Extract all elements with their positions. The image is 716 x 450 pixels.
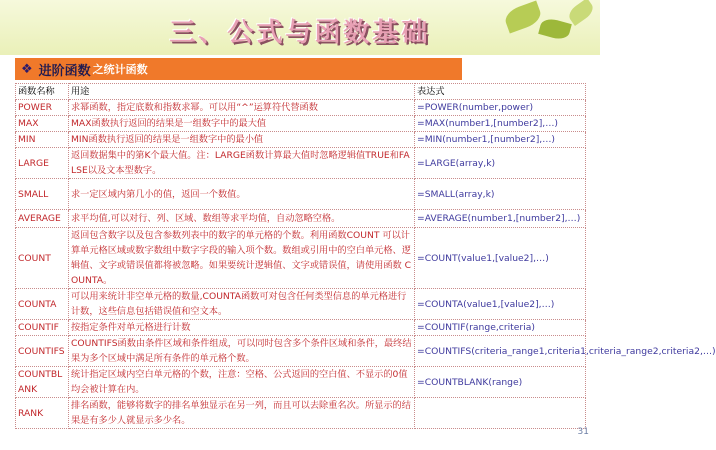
function-use: 求幂函数，指定底数和指数求幂。可以用“^”运算符代替函数 — [69, 100, 415, 116]
table-row — [16, 179, 586, 210]
function-name: COUNTA — [16, 289, 69, 320]
function-name: LARGE — [16, 148, 69, 179]
function-name: MAX — [16, 116, 69, 132]
function-expression: =LARGE(array,k) — [415, 148, 586, 179]
table-row — [16, 210, 586, 228]
function-use: 返回数据集中的第K个最大值。注：LARGE函数计算最大值时忽略逻辑值TRUE和FALSE以及文本型数字。 — [69, 148, 415, 179]
function-use: MAX函数执行返回的结果是一组数字中的最大值 — [69, 116, 415, 132]
function-name: POWER — [16, 100, 69, 116]
section-header — [15, 58, 462, 80]
header-name: 函数名称 — [16, 84, 69, 100]
diamond-bullet-icon: ❖ — [21, 61, 33, 77]
function-use: 排名函数，能够将数字的排名单独显示在另一列，而且可以去除重名次。所显示的结果是有多少人就显示多少名。 — [69, 398, 415, 429]
table-row — [16, 132, 586, 148]
table-row — [16, 228, 586, 289]
header-use: 用途 — [69, 84, 415, 100]
section-title: 进阶函数 — [38, 63, 91, 79]
function-expression: =SMALL(array,k) — [415, 179, 586, 210]
table-header-row — [16, 84, 586, 100]
table-row — [16, 100, 586, 116]
function-use: MIN函数执行返回的结果是一组数字中的最小值 — [69, 132, 415, 148]
function-expression: =COUNTIF(range,criteria) — [415, 320, 586, 336]
function-name: COUNTBLANK — [16, 367, 69, 398]
table-row — [16, 289, 586, 320]
function-expression: =COUNT(value1,[value2],…) — [415, 228, 586, 289]
function-name: AVERAGE — [16, 210, 69, 228]
function-name: SMALL — [16, 179, 69, 210]
function-use: 统计指定区域内空白单元格的个数，注意：空格、公式返回的空白值、不显示的0值均会被计算在内。 — [69, 367, 415, 398]
function-name: COUNT — [16, 228, 69, 289]
function-use: 返回包含数字以及包含参数列表中的数字的单元格的个数。利用函数COUNT 可以计算单元格区域或数字数组中数字字段的输入项个数。数组或引用中的空白单元格、逻辑值、文字或错误值都将被忽略。如果要统计逻辑值、文字或错误值，请使用函数 COUNTA。 — [69, 228, 415, 289]
section-subtitle: 之统计函数 — [92, 63, 148, 76]
function-use: COUNTIFS函数由条件区域和条件组成，可以同时包含多个条件区域和条件，最终结果为多个区域中满足所有条件的单元格个数。 — [69, 336, 415, 367]
function-name: COUNTIF — [16, 320, 69, 336]
function-expression: =AVERAGE(number1,[number2],…) — [415, 210, 586, 228]
header-expression: 表达式 — [415, 84, 586, 100]
table-row — [16, 367, 586, 398]
table-row — [16, 116, 586, 132]
table-row — [16, 148, 586, 179]
function-expression: =POWER(number,power) — [415, 100, 586, 116]
function-expression — [415, 398, 586, 429]
function-expression: =COUNTA(value1,[value2],…) — [415, 289, 586, 320]
function-expression: =MAX(number1,[number2],…) — [415, 116, 586, 132]
function-use: 按指定条件对单元格进行计数 — [69, 320, 415, 336]
function-expression: =COUNTBLANK(range) — [415, 367, 586, 398]
function-name: COUNTIFS — [16, 336, 69, 367]
table-row — [16, 320, 586, 336]
slide-title: 三、公式与函数基础 — [169, 18, 431, 48]
table-row — [16, 336, 586, 367]
function-use: 可以用来统计非空单元格的数量,COUNTA函数可对包含任何类型信息的单元格进行计数，这些信息包括错误值和空文本。 — [69, 289, 415, 320]
function-use: 求一定区域内第几小的值，返回一个数值。 — [69, 179, 415, 210]
function-use: 求平均值,可以对行、列、区域、数组等求平均值，自动忽略空格。 — [69, 210, 415, 228]
function-expression: =MIN(number1,[number2],…) — [415, 132, 586, 148]
function-expression: =COUNTIFS(criteria_range1,criteria1,criteria_range2,criteria2,…) — [415, 336, 586, 367]
function-name: MIN — [16, 132, 69, 148]
function-name: RANK — [16, 398, 69, 429]
function-table — [15, 83, 716, 429]
table-row — [16, 398, 586, 429]
page-number: 31 — [577, 427, 589, 437]
